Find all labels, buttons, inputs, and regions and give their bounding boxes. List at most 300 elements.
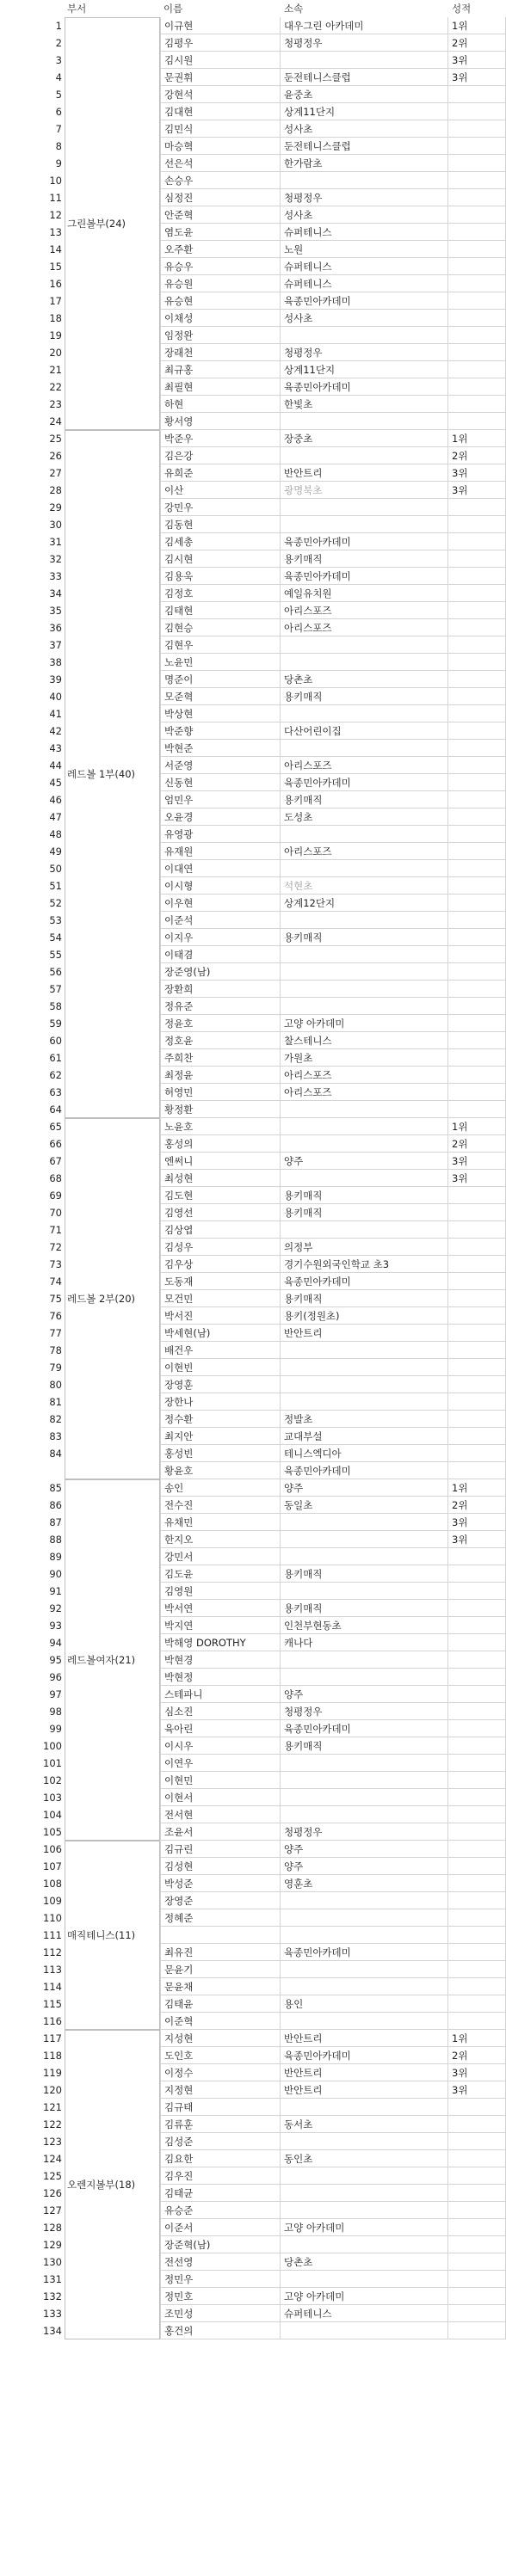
participant-affiliation: 도성초 xyxy=(281,808,448,826)
row-number: 30 xyxy=(49,519,62,531)
participant-result xyxy=(448,585,506,602)
row-number: 68 xyxy=(49,1172,62,1184)
row-number: 85 xyxy=(49,1482,62,1494)
row-number: 102 xyxy=(43,1774,62,1786)
row-number: 2 xyxy=(55,37,62,49)
row-number: 122 xyxy=(43,2118,62,2130)
participant-name: 김평우 xyxy=(160,34,281,52)
participant-result xyxy=(448,1204,506,1221)
row-number: 112 xyxy=(43,1946,62,1958)
participant-name: 정윤호 xyxy=(160,1015,281,1032)
row-number: 3 xyxy=(55,54,62,66)
row-number: 48 xyxy=(49,828,62,840)
row-number: 53 xyxy=(49,914,62,926)
participant-name: 박준향 xyxy=(160,722,281,740)
participant-name: 김정호 xyxy=(160,585,281,602)
participant-affiliation: 반안트리 xyxy=(281,464,448,482)
participant-affiliation xyxy=(281,413,448,430)
participant-name: 김영원 xyxy=(160,1583,281,1600)
participant-result xyxy=(448,310,506,327)
participant-affiliation xyxy=(281,636,448,654)
participant-result xyxy=(448,843,506,860)
participant-affiliation xyxy=(281,516,448,533)
participant-name: 황정환 xyxy=(160,1101,281,1118)
participant-result xyxy=(448,740,506,757)
participant-name: 강민서 xyxy=(160,1548,281,1565)
participant-result xyxy=(448,1617,506,1634)
header-name: 이름 xyxy=(164,3,183,15)
participant-result: 1위 xyxy=(448,430,506,447)
row-number: 94 xyxy=(49,1637,62,1649)
department-cell: 매직테니스(11) xyxy=(65,1841,160,2030)
participant-name: 정민호 xyxy=(160,2288,281,2305)
participant-result xyxy=(448,1359,506,1376)
participant-name: 김시원 xyxy=(160,52,281,69)
row-number: 134 xyxy=(43,2325,62,2337)
participant-result xyxy=(448,1067,506,1084)
participant-result xyxy=(448,2099,506,2116)
participant-affiliation: 용키매직 xyxy=(281,791,448,808)
participant-affiliation xyxy=(281,1961,448,1978)
row-number: 34 xyxy=(49,587,62,599)
participant-name: 손승우 xyxy=(160,172,281,189)
participant-name: 이우현 xyxy=(160,895,281,912)
row-number: 89 xyxy=(49,1551,62,1563)
row-number: 11 xyxy=(49,192,62,204)
participant-result xyxy=(448,860,506,877)
row-number: 129 xyxy=(43,2239,62,2251)
participant-affiliation: 양주 xyxy=(281,1479,448,1497)
participant-result xyxy=(448,2133,506,2150)
participant-result xyxy=(448,619,506,636)
participant-result xyxy=(448,189,506,206)
participant-affiliation: 당촌초 xyxy=(281,671,448,688)
participant-affiliation: 육종민아카데미 xyxy=(281,1720,448,1737)
participant-affiliation: 대우그린 아카데미 xyxy=(281,17,448,34)
row-number: 92 xyxy=(49,1602,62,1614)
participant-result: 3위 xyxy=(448,2081,506,2099)
row-number: 15 xyxy=(49,261,62,273)
participant-affiliation: 아리스포즈 xyxy=(281,1067,448,1084)
participant-affiliation: 반안트리 xyxy=(281,2030,448,2047)
participant-result: 2위 xyxy=(448,1497,506,1514)
participant-name: 강민우 xyxy=(160,499,281,516)
participant-result xyxy=(448,258,506,275)
participant-result xyxy=(448,86,506,103)
participant-affiliation: 둔전테니스클럽 xyxy=(281,69,448,86)
participant-affiliation xyxy=(281,1583,448,1600)
participant-name: 김태윤 xyxy=(160,1995,281,2013)
participant-affiliation xyxy=(281,1669,448,1686)
participant-result xyxy=(448,1669,506,1686)
participant-result xyxy=(448,1600,506,1617)
participant-name: 박서연 xyxy=(160,1600,281,1617)
header-row xyxy=(0,0,506,17)
participant-name: 최유진 xyxy=(160,1944,281,1961)
participant-result xyxy=(448,1325,506,1342)
participant-affiliation xyxy=(281,740,448,757)
participant-name: 김우상 xyxy=(160,1256,281,1273)
participant-result xyxy=(448,344,506,361)
row-number: 75 xyxy=(49,1293,62,1305)
row-number: 101 xyxy=(43,1757,62,1769)
participant-result xyxy=(448,138,506,155)
row-number: 126 xyxy=(43,2187,62,2199)
participant-result: 3위 xyxy=(448,464,506,482)
participant-name: 박현정 xyxy=(160,1669,281,1686)
participant-result xyxy=(448,1961,506,1978)
participant-result xyxy=(448,671,506,688)
row-number: 43 xyxy=(49,742,62,754)
participant-result xyxy=(448,1239,506,1256)
participant-name: 심소진 xyxy=(160,1703,281,1720)
participant-name: 장환희 xyxy=(160,981,281,998)
row-number: 21 xyxy=(49,364,62,376)
participant-result xyxy=(448,1703,506,1720)
row-number: 118 xyxy=(43,2050,62,2062)
participant-affiliation xyxy=(281,2236,448,2253)
row-number: 7 xyxy=(55,123,62,135)
row-number: 96 xyxy=(49,1671,62,1683)
participant-result: 3위 xyxy=(448,1153,506,1170)
participant-name: 최필현 xyxy=(160,378,281,396)
row-number: 49 xyxy=(49,845,62,858)
participant-result xyxy=(448,1995,506,2013)
row-number: 111 xyxy=(43,1929,62,1941)
participant-result: 1위 xyxy=(448,17,506,34)
row-number: 33 xyxy=(49,570,62,582)
participant-name: 조민성 xyxy=(160,2305,281,2322)
row-number: 125 xyxy=(43,2170,62,2182)
participant-affiliation: 육종민아카데미 xyxy=(281,378,448,396)
participant-affiliation: 청평정우 xyxy=(281,34,448,52)
participant-result xyxy=(448,2167,506,2185)
participant-affiliation: 상계11단지 xyxy=(281,361,448,378)
participant-name: 이지우 xyxy=(160,929,281,946)
participant-name: 정유준 xyxy=(160,998,281,1015)
participant-affiliation xyxy=(281,2322,448,2339)
participant-result xyxy=(448,808,506,826)
participant-name: 홍성의 xyxy=(160,1135,281,1153)
participant-result xyxy=(448,2219,506,2236)
row-number: 12 xyxy=(49,209,62,221)
row-number: 100 xyxy=(43,1740,62,1752)
participant-name: 박세현(남) xyxy=(160,1325,281,1342)
row-number: 52 xyxy=(49,897,62,909)
participant-name: 최성현 xyxy=(160,1170,281,1187)
participant-affiliation xyxy=(281,1393,448,1411)
participant-name: 김요한 xyxy=(160,2150,281,2167)
participant-name: 최규홍 xyxy=(160,361,281,378)
row-number: 1 xyxy=(55,20,62,32)
row-number: 39 xyxy=(49,673,62,685)
participant-affiliation: 육종민아카데미 xyxy=(281,1462,448,1479)
participant-affiliation xyxy=(281,52,448,69)
participant-result xyxy=(448,1978,506,1995)
row-number: 13 xyxy=(49,226,62,238)
participant-affiliation: 상계12단지 xyxy=(281,895,448,912)
participant-result: 3위 xyxy=(448,69,506,86)
row-number: 10 xyxy=(49,175,62,187)
participant-name: 이대연 xyxy=(160,860,281,877)
row-number: 40 xyxy=(49,691,62,703)
participant-affiliation: 다산어린이집 xyxy=(281,722,448,740)
participant-affiliation xyxy=(281,1651,448,1669)
participant-name: 이시형 xyxy=(160,877,281,895)
participant-name: 김영선 xyxy=(160,1204,281,1221)
participant-name: 김은강 xyxy=(160,447,281,464)
row-number: 87 xyxy=(49,1516,62,1528)
participant-affiliation xyxy=(281,1772,448,1789)
participant-result xyxy=(448,2253,506,2271)
row-number: 77 xyxy=(49,1327,62,1339)
row-number: 133 xyxy=(43,2308,62,2320)
participant-result: 3위 xyxy=(448,1531,506,1548)
participant-affiliation: 당촌초 xyxy=(281,2253,448,2271)
participant-affiliation: 한빛초 xyxy=(281,396,448,413)
participant-affiliation: 육종민아카데미 xyxy=(281,1944,448,1961)
participant-result xyxy=(448,499,506,516)
participant-result xyxy=(448,2185,506,2202)
row-number: 108 xyxy=(43,1878,62,1890)
participant-name: 김동현 xyxy=(160,516,281,533)
participant-result xyxy=(448,1342,506,1359)
row-number: 41 xyxy=(49,708,62,720)
row-number: 9 xyxy=(55,157,62,169)
row-number: 46 xyxy=(49,794,62,806)
row-number: 128 xyxy=(43,2222,62,2234)
participant-affiliation: 반안트리 xyxy=(281,1325,448,1342)
row-number: 58 xyxy=(49,1000,62,1012)
participant-affiliation: 용키매직 xyxy=(281,1204,448,1221)
participant-affiliation xyxy=(281,1170,448,1187)
participant-name: 선은석 xyxy=(160,155,281,172)
participant-affiliation: 광명북초 xyxy=(281,482,448,499)
participant-result xyxy=(448,206,506,224)
participant-result xyxy=(448,981,506,998)
participant-affiliation xyxy=(281,2013,448,2030)
participant-affiliation: 청평정우 xyxy=(281,1823,448,1841)
participant-result: 1위 xyxy=(448,1118,506,1135)
row-number: 55 xyxy=(49,949,62,961)
participant-name: 심정진 xyxy=(160,189,281,206)
participant-result xyxy=(448,2288,506,2305)
participant-affiliation xyxy=(281,327,448,344)
participant-result xyxy=(448,757,506,774)
row-number: 44 xyxy=(49,759,62,772)
participant-affiliation: 육종민아카데미 xyxy=(281,533,448,550)
row-number: 90 xyxy=(49,1568,62,1580)
participant-result xyxy=(448,1841,506,1858)
participant-name: 이현서 xyxy=(160,1789,281,1806)
row-number: 70 xyxy=(49,1207,62,1219)
participant-name: 전선영 xyxy=(160,2253,281,2271)
participant-result: 3위 xyxy=(448,1514,506,1531)
row-number: 104 xyxy=(43,1809,62,1821)
participant-result xyxy=(448,1651,506,1669)
participant-result xyxy=(448,361,506,378)
row-number: 66 xyxy=(49,1138,62,1150)
participant-affiliation xyxy=(281,1909,448,1927)
row-number: 38 xyxy=(49,656,62,668)
participant-result xyxy=(448,1909,506,1927)
row-number: 124 xyxy=(43,2153,62,2165)
row-number: 36 xyxy=(49,622,62,634)
row-number: 23 xyxy=(49,398,62,410)
row-number: 120 xyxy=(43,2084,62,2096)
participant-name: 도인호 xyxy=(160,2047,281,2064)
participant-name: 유승우 xyxy=(160,258,281,275)
row-number: 113 xyxy=(43,1964,62,1976)
participant-name: 황윤호 xyxy=(160,1462,281,1479)
row-number xyxy=(0,1462,65,1479)
participant-result xyxy=(448,791,506,808)
row-number: 54 xyxy=(49,931,62,944)
row-number: 105 xyxy=(43,1826,62,1838)
participant-name: 이준혁 xyxy=(160,2013,281,2030)
participant-name: 이산 xyxy=(160,482,281,499)
participant-name: 유채민 xyxy=(160,1514,281,1531)
participant-affiliation: 슈퍼테니스 xyxy=(281,275,448,292)
participant-affiliation: 둔전테니스클럽 xyxy=(281,138,448,155)
participant-result xyxy=(448,292,506,310)
row-number: 50 xyxy=(49,863,62,875)
participant-result xyxy=(448,1376,506,1393)
participant-result: 3위 xyxy=(448,482,506,499)
participant-affiliation: 성사초 xyxy=(281,310,448,327)
participant-affiliation: 양주 xyxy=(281,1841,448,1858)
row-number: 119 xyxy=(43,2067,62,2079)
participant-result xyxy=(448,1049,506,1067)
participant-affiliation: 교대부설 xyxy=(281,1428,448,1445)
row-number: 81 xyxy=(49,1396,62,1408)
row-number: 106 xyxy=(43,1843,62,1855)
row-number: 45 xyxy=(49,777,62,789)
participant-result xyxy=(448,1256,506,1273)
participant-result xyxy=(448,998,506,1015)
participant-affiliation: 고양 아카데미 xyxy=(281,1015,448,1032)
participant-affiliation xyxy=(281,2271,448,2288)
participant-result xyxy=(448,1789,506,1806)
participant-name: 문윤채 xyxy=(160,1978,281,1995)
participant-result: 2위 xyxy=(448,1135,506,1153)
row-number: 103 xyxy=(43,1792,62,1804)
participant-affiliation: 예일유치원 xyxy=(281,585,448,602)
participant-name: 도동재 xyxy=(160,1273,281,1290)
participant-name: 모건민 xyxy=(160,1290,281,1307)
participant-affiliation: 노원 xyxy=(281,241,448,258)
participant-name: 김류훈 xyxy=(160,2116,281,2133)
participant-affiliation xyxy=(281,2185,448,2202)
row-number: 130 xyxy=(43,2256,62,2268)
department-cell: 그린볼부(24) xyxy=(65,17,160,430)
header-affiliation: 소속 xyxy=(284,3,304,15)
participant-affiliation xyxy=(281,2202,448,2219)
participant-result xyxy=(448,1944,506,1961)
participant-affiliation xyxy=(281,963,448,981)
participant-affiliation: 용키매직 xyxy=(281,1290,448,1307)
row-number: 26 xyxy=(49,450,62,462)
row-number: 131 xyxy=(43,2273,62,2285)
participant-name: 김태현 xyxy=(160,602,281,619)
participant-result: 2위 xyxy=(448,34,506,52)
participant-name: 이시우 xyxy=(160,1737,281,1755)
participant-name: 이준서 xyxy=(160,2219,281,2236)
participant-result xyxy=(448,877,506,895)
participant-result xyxy=(448,1101,506,1118)
row-number: 88 xyxy=(49,1534,62,1546)
participant-name: 홍건의 xyxy=(160,2322,281,2339)
participant-affiliation: 아리스포즈 xyxy=(281,757,448,774)
participant-result xyxy=(448,654,506,671)
participant-result xyxy=(448,1462,506,1479)
participant-affiliation: 슈퍼테니스 xyxy=(281,258,448,275)
participant-affiliation: 상계11단지 xyxy=(281,103,448,120)
participant-name: 정민우 xyxy=(160,2271,281,2288)
participant-result: 2위 xyxy=(448,2047,506,2064)
participant-name: 허영민 xyxy=(160,1084,281,1101)
row-number: 84 xyxy=(49,1448,62,1460)
participant-result xyxy=(448,1686,506,1703)
participant-name: 정호윤 xyxy=(160,1032,281,1049)
participant-affiliation: 용키(정원초) xyxy=(281,1307,448,1325)
row-number: 24 xyxy=(49,415,62,427)
row-number: 6 xyxy=(55,106,62,118)
row-number: 110 xyxy=(43,1912,62,1924)
participant-result xyxy=(448,1084,506,1101)
participant-name: 장한나 xyxy=(160,1393,281,1411)
participant-affiliation xyxy=(281,1548,448,1565)
participant-affiliation: 양주 xyxy=(281,1153,448,1170)
participant-affiliation: 용키매직 xyxy=(281,1737,448,1755)
row-number: 22 xyxy=(49,381,62,393)
participant-name: 김현우 xyxy=(160,636,281,654)
participant-result xyxy=(448,1858,506,1875)
participant-result xyxy=(448,1273,506,1290)
department-cell: 레드볼 1부(40) xyxy=(65,430,160,1118)
row-number: 37 xyxy=(49,639,62,651)
participant-affiliation: 의정부 xyxy=(281,1239,448,1256)
row-number: 19 xyxy=(49,329,62,341)
participant-affiliation: 테니스엑디아 xyxy=(281,1445,448,1462)
participant-result xyxy=(448,1307,506,1325)
row-number: 56 xyxy=(49,966,62,978)
participant-affiliation: 청평정우 xyxy=(281,189,448,206)
row-number: 18 xyxy=(49,312,62,324)
header-result: 성적 xyxy=(452,3,472,15)
participant-affiliation: 영훈초 xyxy=(281,1875,448,1892)
participant-name: 스테파니 xyxy=(160,1686,281,1703)
participant-name: 유승현 xyxy=(160,292,281,310)
participant-result xyxy=(448,1015,506,1032)
participant-name: 김용욱 xyxy=(160,568,281,585)
row-number: 47 xyxy=(49,811,62,823)
participant-name: 유재원 xyxy=(160,843,281,860)
participant-affiliation xyxy=(281,1135,448,1153)
department-cell: 레드볼 2부(20) xyxy=(65,1118,160,1479)
participant-name: 송인 xyxy=(160,1479,281,1497)
participant-result: 3위 xyxy=(448,2064,506,2081)
participant-result xyxy=(448,1737,506,1755)
participant-name: 유승준 xyxy=(160,2202,281,2219)
department-cell: 레드볼여자(21) xyxy=(65,1479,160,1841)
participant-affiliation: 석현초 xyxy=(281,877,448,895)
participant-result xyxy=(448,826,506,843)
row-number: 67 xyxy=(49,1155,62,1167)
row-number: 93 xyxy=(49,1620,62,1632)
participant-name: 전수진 xyxy=(160,1497,281,1514)
participant-affiliation xyxy=(281,1806,448,1823)
